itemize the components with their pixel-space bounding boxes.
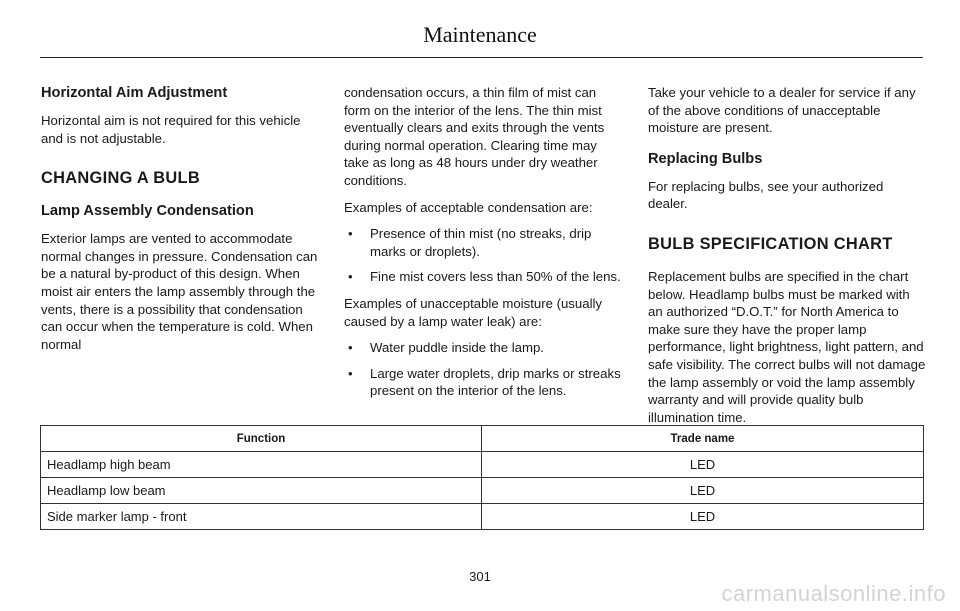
heading-lamp-condensation: Lamp Assembly Condensation (41, 203, 254, 220)
list-item: • Large water droplets, drip marks or streaks present on the interior of the lens. (348, 365, 621, 399)
paragraph-dealer: Take your vehicle to a dealer for service if any of the above conditions of unacceptable moisture are present. (648, 85, 916, 136)
cell-function: Side marker lamp - front (41, 504, 482, 530)
paragraph-condensation-continued: condensation occurs, a thin film of mist can form on the interior of the lens. The thin mist eventually clears and exits through the vents during normal operation. Clearing time may take as long as 48 hours under dry weather conditions. (344, 85, 605, 188)
paragraph-acceptable-intro: Examples of acceptable condensation are: (344, 199, 593, 215)
paragraph-unacceptable-intro: Examples of unacceptable moisture (usually caused by a lamp water leak) are: (344, 295, 603, 329)
column-header-function: Function (41, 426, 482, 452)
watermark: carmanualsonline.info (721, 581, 946, 606)
cell-trade-name: LED (482, 452, 924, 478)
bullet-icon: • (348, 269, 353, 285)
list-item: • Presence of thin mist (no streaks, drip marks or droplets). (348, 226, 592, 259)
column-3 (648, 84, 926, 435)
bullet-icon: • (348, 226, 353, 242)
cell-trade-name: LED (482, 504, 924, 530)
cell-function: Headlamp high beam (41, 452, 482, 478)
heading-horizontal-aim: Horizontal Aim Adjustment (41, 85, 228, 101)
bulb-spec-table (40, 425, 924, 530)
table-row (41, 504, 924, 530)
list-item: • Fine mist covers less than 50% of the lens. (348, 269, 621, 285)
bullet-icon: • (348, 365, 353, 381)
cell-trade-name: LED (482, 478, 924, 504)
heading-replacing-bulbs: Replacing Bulbs (648, 150, 763, 167)
bullet-icon: • (348, 340, 353, 356)
column-2 (344, 84, 622, 409)
table-row (41, 452, 924, 478)
paragraph-replacing-bulbs: For replacing bulbs, see your authorized dealer. (648, 178, 884, 212)
unacceptable-list (344, 339, 622, 400)
heading-changing-a-bulb: CHANGING A BULB (41, 169, 200, 188)
column-1 (41, 84, 319, 362)
cell-function: Headlamp low beam (41, 478, 482, 504)
column-header-trade-name: Trade name (482, 426, 924, 452)
paragraph-horizontal-aim: Horizontal aim is not required for this vehicle and is not adjustable. (41, 113, 301, 146)
heading-bulb-chart: BULB SPECIFICATION CHART (648, 234, 893, 253)
page-header-title: Maintenance (423, 22, 537, 47)
table-header-row (41, 426, 924, 452)
paragraph-bulb-chart: Replacement bulbs are specified in the chart below. Headlamp bulbs must be marked with an authorized “D.O.T.” for North America to make sure they have the proper lamp performance, light brightness, light pattern, and safe visibility. The correct bulbs will not damage the lamp assembly or void the lamp assembly warranty and will provide quality bulb illumination time. (648, 268, 926, 425)
table-row (41, 478, 924, 504)
header-divider (40, 57, 923, 58)
paragraph-lamp-condensation: Exterior lamps are vented to accommodate normal changes in pressure. Condensation can be a natural by-product of this design. When moist air enters the lamp assembly through the vents, there is a possibility that condensation can occur when the temperature is cold. When normal (41, 231, 318, 352)
page-number: 301 (469, 569, 491, 584)
list-item: • Water puddle inside the lamp. (348, 340, 544, 356)
acceptable-list (344, 225, 622, 286)
